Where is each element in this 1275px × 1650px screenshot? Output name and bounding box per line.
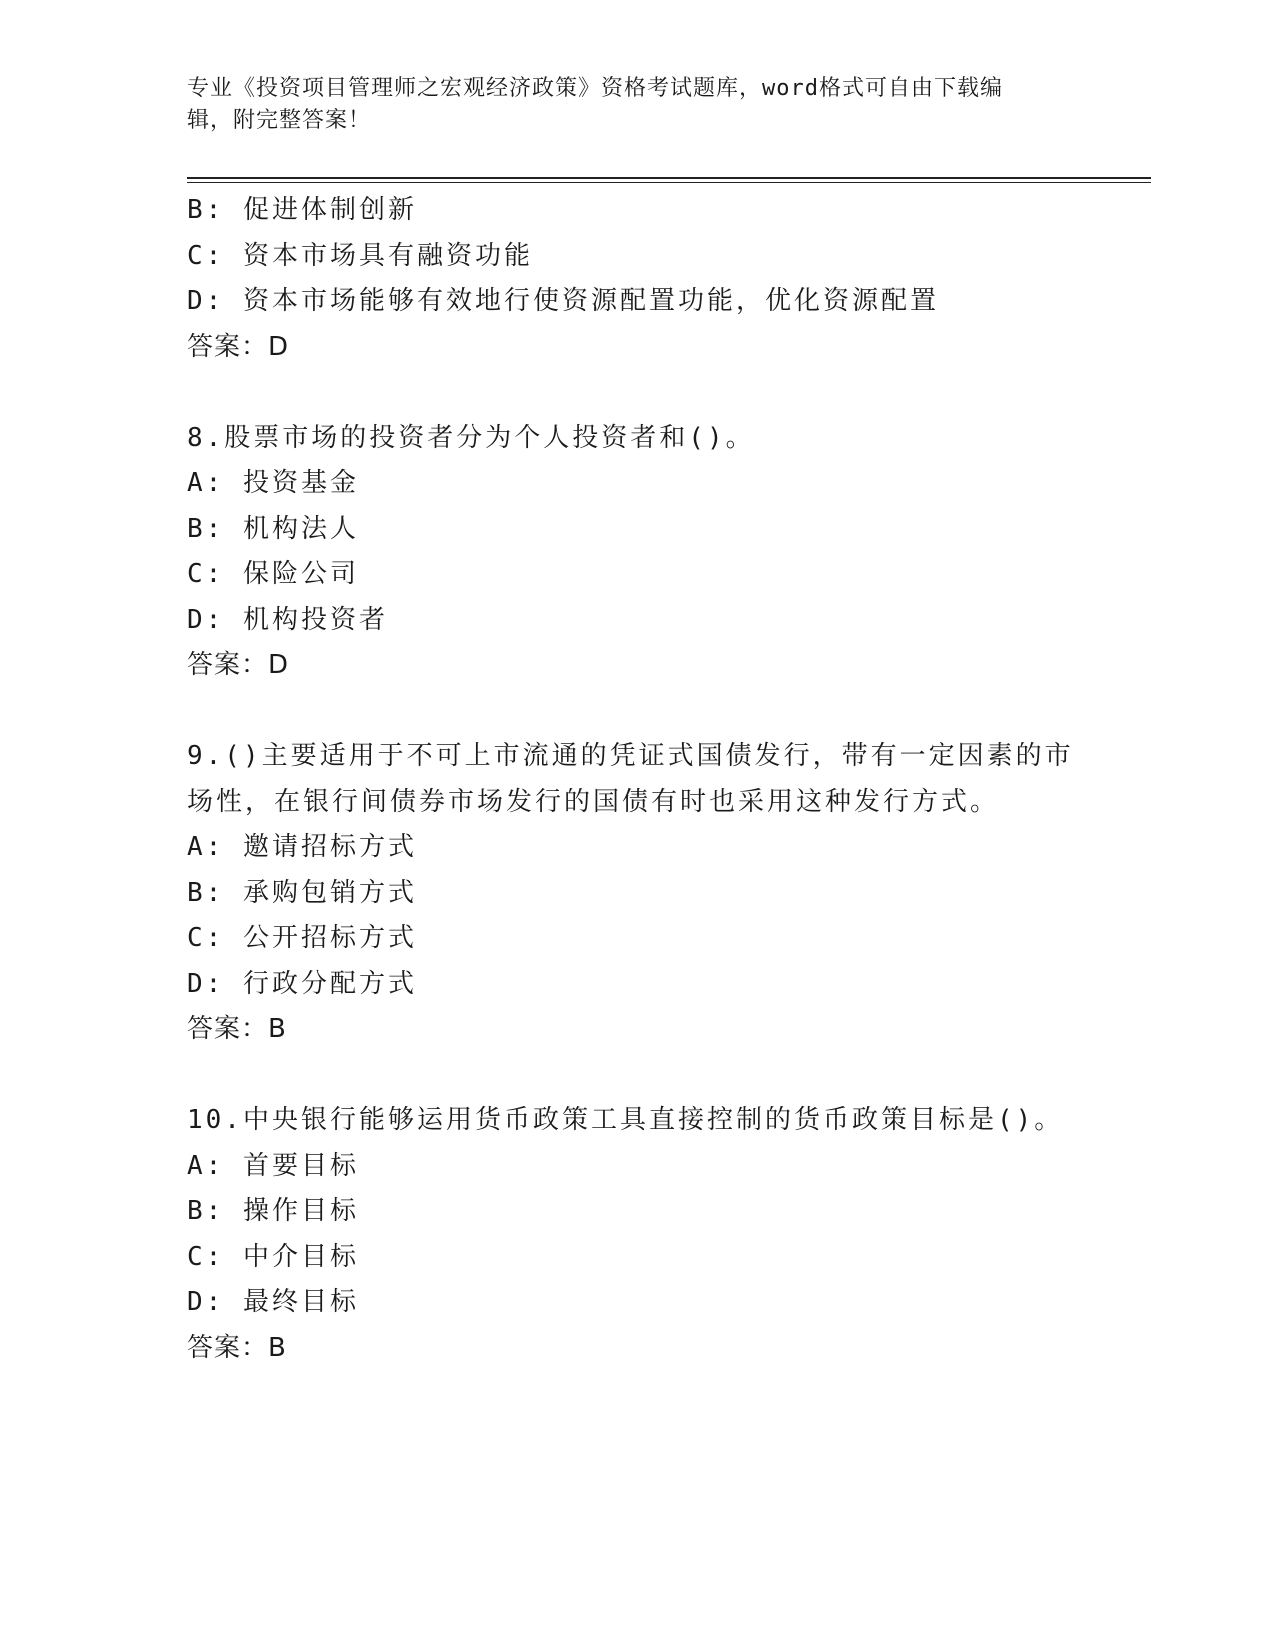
option-d: D: 资本市场能够有效地行使资源配置功能，优化资源配置 bbox=[187, 286, 939, 316]
option-c: C: 公开招标方式 bbox=[187, 923, 417, 953]
question-7-continued bbox=[187, 188, 1087, 370]
answer-line: 答案：B bbox=[187, 1332, 287, 1363]
question-8 bbox=[187, 416, 1087, 689]
question-9 bbox=[187, 734, 1087, 1053]
question-stem-continued: 场性，在银行间债券市场发行的国债有时也采用这种发行方式。 bbox=[187, 786, 1000, 817]
option-b: B: 机构法人 bbox=[187, 513, 359, 544]
spacer bbox=[187, 370, 1087, 416]
question-stem: 10.中央银行能够运用货币政策工具直接控制的货币政策目标是()。 bbox=[187, 1105, 1064, 1135]
question-content bbox=[187, 188, 1087, 1371]
option-b: B: 操作目标 bbox=[187, 1196, 359, 1226]
option-d: D: 最终目标 bbox=[187, 1287, 359, 1317]
option-c: C: 资本市场具有融资功能 bbox=[187, 240, 533, 271]
option-a: A: 邀请招标方式 bbox=[187, 832, 417, 862]
answer-line: 答案：D bbox=[187, 331, 290, 362]
option-a: A: 首要目标 bbox=[187, 1150, 359, 1181]
header-divider-thin bbox=[187, 182, 1151, 183]
option-d: D: 机构投资者 bbox=[187, 604, 388, 635]
option-b: B: 承购包销方式 bbox=[187, 877, 417, 908]
spacer bbox=[187, 689, 1087, 735]
option-a: A: 投资基金 bbox=[187, 468, 359, 498]
header-line-1: 专业《投资项目管理师之宏观经济政策》资格考试题库，word格式可自由下载编 bbox=[187, 76, 1003, 101]
document-header bbox=[187, 73, 1067, 137]
question-stem: 8.股票市场的投资者分为个人投资者和()。 bbox=[187, 422, 755, 453]
option-c: C: 保险公司 bbox=[187, 559, 359, 589]
option-c: C: 中介目标 bbox=[187, 1241, 359, 1272]
question-10 bbox=[187, 1098, 1087, 1371]
header-line-2: 辑，附完整答案！ bbox=[187, 108, 372, 133]
answer-line: 答案：B bbox=[187, 1014, 287, 1044]
header-divider-thick bbox=[187, 177, 1151, 179]
option-d: D: 行政分配方式 bbox=[187, 968, 417, 999]
option-b: B: 促进体制创新 bbox=[187, 195, 417, 225]
spacer bbox=[187, 1053, 1087, 1099]
answer-line: 答案：D bbox=[187, 650, 290, 680]
question-stem: 9.()主要适用于不可上市流通的凭证式国债发行，带有一定因素的市 bbox=[187, 741, 1074, 771]
